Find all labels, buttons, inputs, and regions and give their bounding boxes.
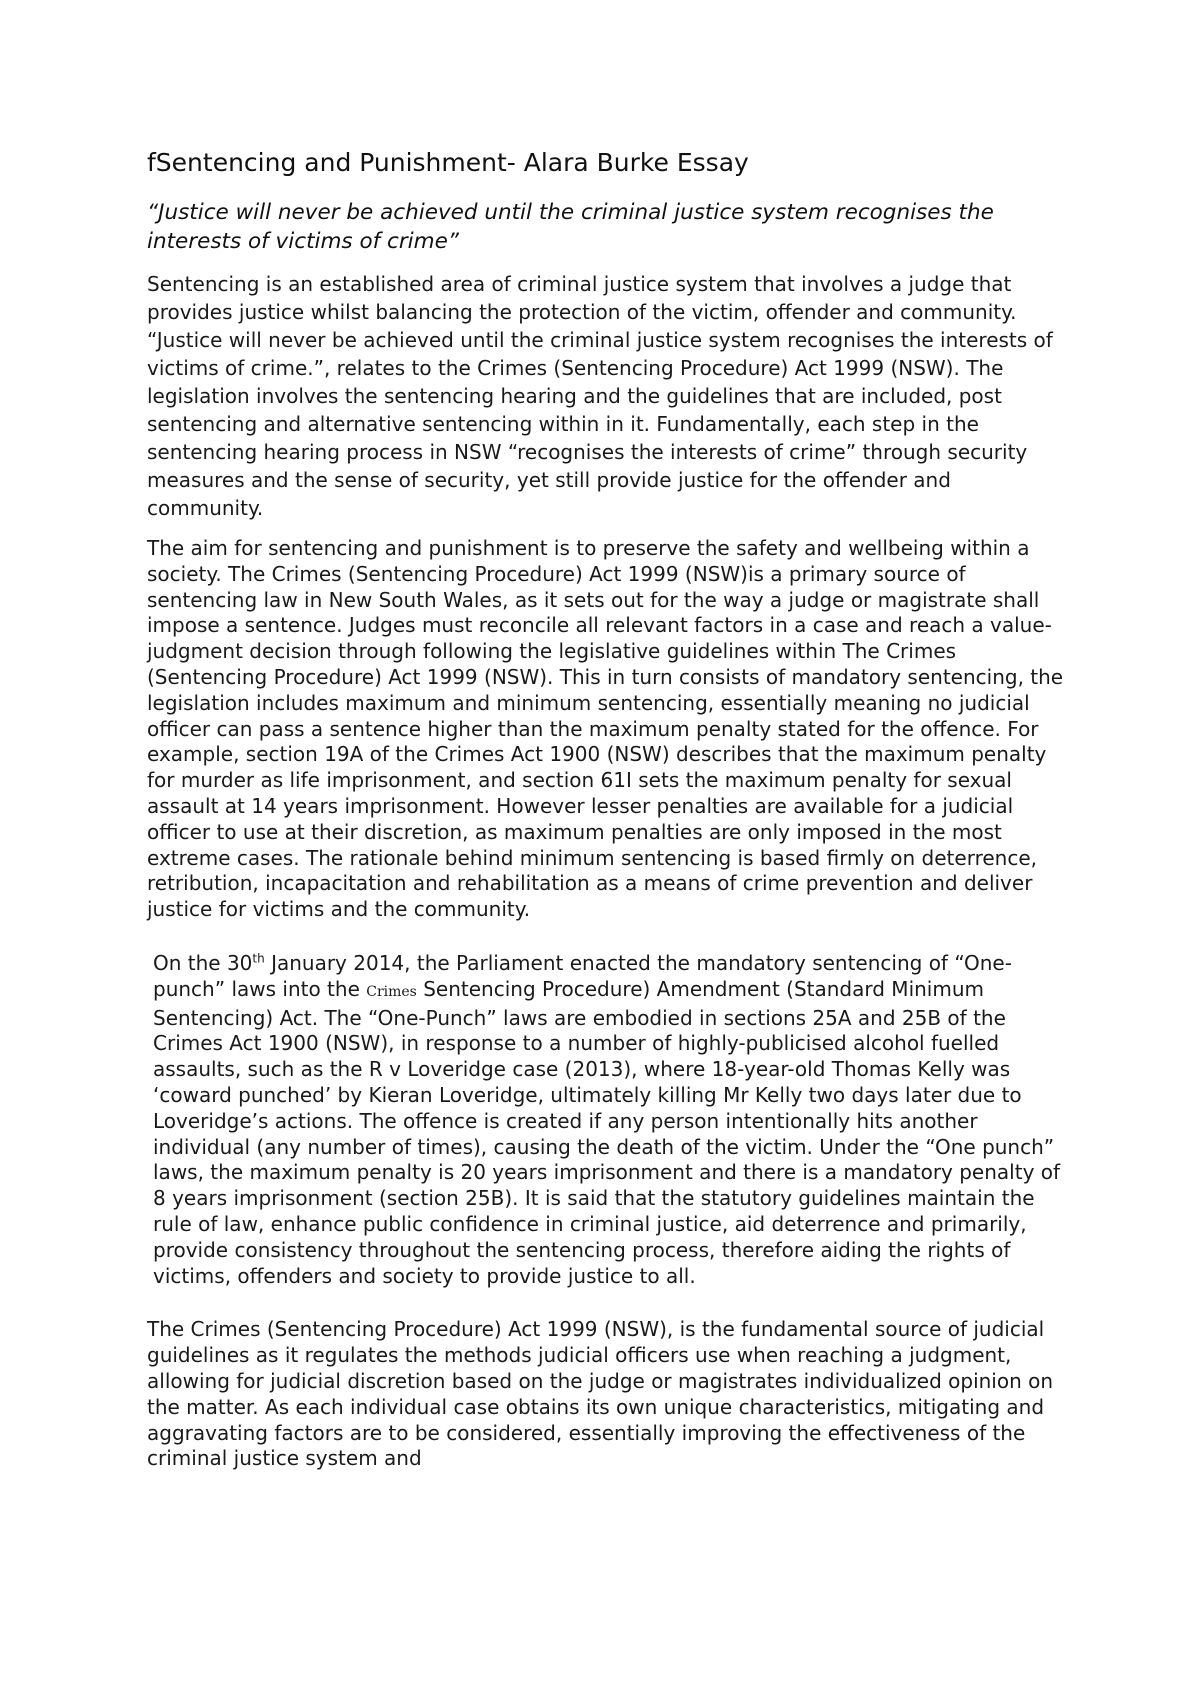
- paragraph-3: [147, 951, 1072, 1289]
- document-page: [147, 148, 1072, 1472]
- paragraph-3-middle: January 2014, the Parliament enacted the mandatory sentencing of “One-punch” laws into the: [153, 950, 1012, 1001]
- paragraph-3-end: Sentencing Procedure) Amendment (Standard Minimum Sentencing) Act. The “One-Punch” laws are embodied in sections 25A and 25B of the Crimes Act 1900 (NSW), in response to a number of highly-publicised alcohol fuelled assaults, such as the R v Loveridge case (2013), where 18-year-old Thomas Kelly was ‘coward punched’ by Kieran Loveridge, ultimately killing Mr Kelly two days later due to Loveridge’s actions. The offence is created if any person intentionally hits another individual (any number of times), causing the death of the victim. Under the “One punch” laws, the maximum penalty is 20 years imprisonment and there is a mandatory penalty of 8 years imprisonment (section 25B). It is said that the statutory guidelines maintain the rule of law, enhance public confidence in criminal justice, aid deterrence and primarily, provide consistency throughout the sentencing process, therefore aiding the rights of victims, offenders and society to provide justice to all.: [153, 976, 1061, 1288]
- date-superscript: th: [252, 951, 265, 966]
- paragraph-1: Sentencing is an established area of criminal justice system that involves a judge that provides justice whilst balancing the protection of the victim, offender and community. “Justice will never be achieved until the criminal justice system recognises the interests of victims of crime.”, relates to the Crimes (Sentencing Procedure) Act 1999 (NSW). The legislation involves the sentencing hearing and the guidelines that are included, post sentencing and alternative sentencing within in it. Fundamentally, each step in the sentencing hearing process in NSW “recognises the interests of crime” through security measures and the sense of security, yet still provide justice for the offender and community.: [147, 272, 1053, 520]
- paragraph-4: The Crimes (Sentencing Procedure) Act 1999 (NSW), is the fundamental source of judicial guidelines as it regulates the methods judicial officers use when reaching a judgment, allowing for judicial discretion based on the judge or magistrates individualized opinion on the matter. As each individual case obtains its own unique characteristics, mitigating and aggravating factors are to be considered, essentially improving the effectiveness of the criminal justice system and: [147, 1317, 1054, 1471]
- paragraph-3-start: On the 30: [153, 950, 253, 975]
- document-title: fSentencing and Punishment- Alara Burke Essay: [147, 148, 749, 177]
- paragraph-2: The aim for sentencing and punishment is to preserve the safety and wellbeing within a society. The Crimes (Sentencing Procedure) Act 1999 (NSW)is a primary source of sentencing law in New South Wales, as it sets out for the way a judge or magistrate shall impose a sentence. Judges must reconcile all relevant factors in a case and reach a value-judgment decision through following the legislative guidelines within The Crimes (Sentencing Procedure) Act 1999 (NSW). This in turn consists of mandatory sentencing, the legislation includes maximum and minimum sentencing, essentially meaning no judicial officer can pass a sentence higher than the maximum penalty stated for the offence. For example, section 19A of the Crimes Act 1900 (NSW) describes that the maximum penalty for murder as life imprisonment, and section 61I sets the maximum penalty for sexual assault at 14 years imprisonment. However lesser penalties are available for a judicial officer to use at their discretion, as maximum penalties are only imposed in the most extreme cases. The rationale behind minimum sentencing is based firmly on deterrence, retribution, incapacitation and rehabilitation as a means of crime prevention and deliver justice for victims and the community.: [147, 536, 1064, 922]
- crimes-small-word: Crimes: [366, 983, 417, 1000]
- essay-quote: “Justice will never be achieved until the criminal justice system recognises the interests of victims of crime”: [147, 200, 994, 254]
